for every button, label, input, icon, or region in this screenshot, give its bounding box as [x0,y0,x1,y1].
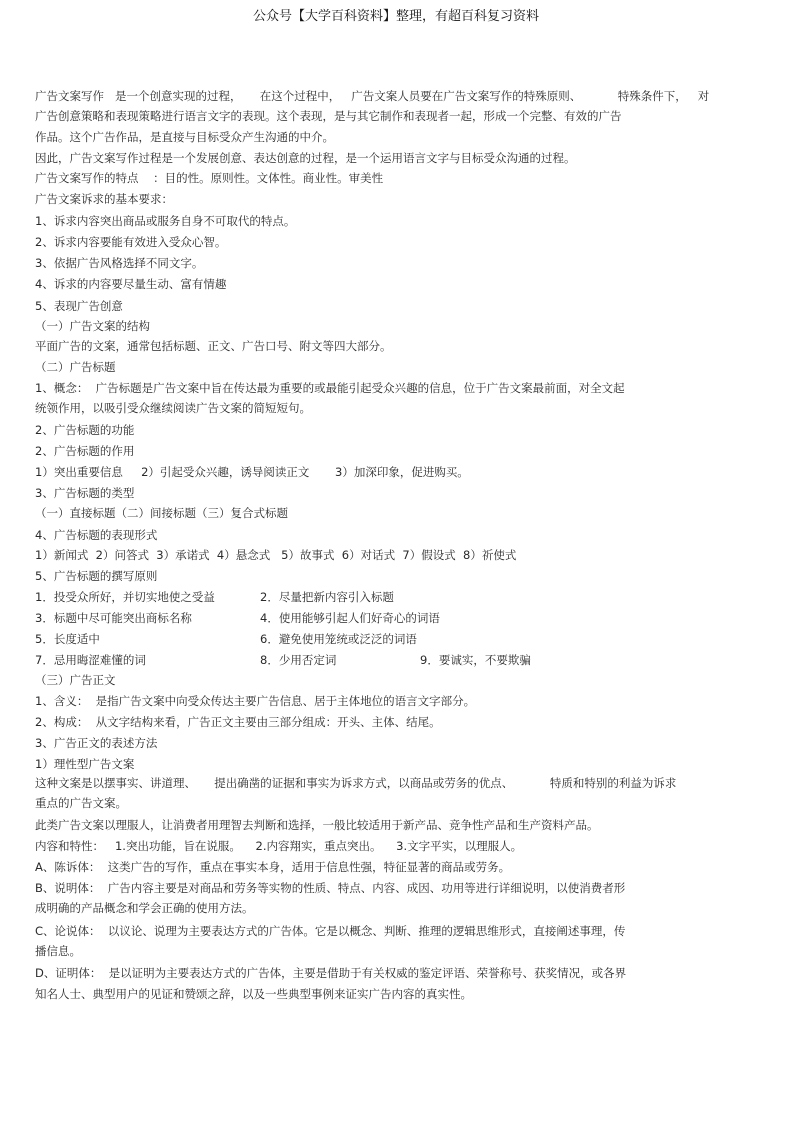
list-item: 9．要诚实，不要欺骗 [420,653,531,667]
list-item: 1．投受众所好，并切实地使之受益 [35,590,215,604]
text-line: 2、广告标题的作用 [35,444,135,458]
text-line: （一）广告文案的结构 [35,319,150,333]
text-line: 2、广告标题的功能 [35,423,135,437]
text-line: 因此，广告文案写作过程是一个发展创意、表达创意的过程，是一个运用语言文字与目标受众沟通的过程。 [35,151,576,165]
text-line: （一）直接标题（二）间接标题（三）复合式标题 [35,506,288,520]
text-line: 平面广告的文案，通常包括标题、正文、广告口号、附文等四大部分。 [35,339,392,353]
text-line: 3、广告正文的表述方法 [35,736,158,750]
list-item: 3．标题中尽可能突出商标名称 [35,611,192,625]
text-line: 5、表现广告创意 [35,299,123,313]
list-item: 4．使用能够引起人们好奇心的词语 [260,611,440,625]
text-line: 1）理性型广告文案 [35,757,135,771]
text-line: 作品。这个广告作品，是直接与目标受众产生沟通的中介。 [35,130,334,144]
text-line: 重点的广告文案。 [35,796,127,810]
text-line: （二）广告标题 [35,360,116,374]
text-line: D、证明体： 是以证明为主要表达方式的广告体，主要是借助于有关权威的鉴定评语、荣誉称号、获奖情况，或各界 [35,966,627,980]
text-line: 4、诉求的内容要尽量生动、富有情趣 [35,277,227,291]
text-line: 2、构成： 从文字结构来看，广告正文主要由三部分组成：开头、主体、结尾。 [35,715,441,729]
text-line: 1、含义： 是指广告文案中向受众传达主要广告信息、居于主体地位的语言文字部分。 [35,694,476,708]
text-line: 4、广告标题的表现形式 [35,528,158,542]
text-line: 广告创意策略和表现策略进行语言文字的表现。这个表现，是与其它制作和表现者一起，形成一个完整、有效的广告 [35,109,622,123]
text-line: 播信息。 [35,944,81,958]
text-line: 1、概念： 广告标题是广告文案中旨在传达最为重要的或最能引起受众兴趣的信息，位于广告文案最前面，对全文起 [35,381,625,395]
text-line: C、论说体： 以议论、说理为主要表达方式的广告体。它是以概念、判断、推理的逻辑思维形式，直接阐述事理，传 [35,924,626,938]
text-line: B、说明体： 广告内容主要是对商品和劳务等实物的性质、特点、内容、成因、功用等进行详细说明，以使消费者形 [35,881,626,895]
text-line: 广告文案诉求的基本要求： [35,192,173,206]
list-item: 5．长度适中 [35,632,100,646]
text-line: 2、诉求内容要能有效进入受众心智。 [35,235,227,249]
page-header: 公众号【大学百科资料】整理，有超百科复习资料 [252,9,539,24]
list-item: 7．忌用晦涩难懂的词 [35,653,146,667]
list-item: 8．少用否定词 [260,653,337,667]
text-line: A、陈诉体： 这类广告的写作，重点在事实本身，适用于信息性强，特征显著的商品或劳务。 [35,860,511,874]
text-line: 知名人士、典型用户的见证和赞颂之辞，以及一些典型事例来证实广告内容的真实性。 [35,987,472,1001]
text-line: 广告文案写作 是一个创意实现的过程， 在这个过程中， 广告文案人员要在广告文案写作的特殊原则、 特殊条件下， 对 [35,89,710,103]
text-line: 3、依据广告风格选择不同文字。 [35,256,204,270]
text-line: 内容和特性： 1.突出功能，旨在说服。 2.内容翔实，重点突出。 3.文字平实，以理服人。 [35,839,523,853]
text-line: 1）突出重要信息 2）引起受众兴趣，诱导阅读正文 3）加深印象，促进购买。 [35,465,469,479]
text-line: 此类广告文案以理服人，让消费者用理智去判断和选择，一般比较适用于新产品、竞争性产品和生产资料产品。 [35,818,599,832]
text-line: 3、广告标题的类型 [35,486,135,500]
text-line: 1、诉求内容突出商品或服务自身不可取代的特点。 [35,214,296,228]
text-line: 5、广告标题的撰写原则 [35,569,158,583]
text-line: 统领作用，以吸引受众继续阅读广告文案的简短短句。 [35,401,311,415]
text-line: 这种文案是以摆事实、讲道理、 提出确凿的证据和事实为诉求方式，以商品或劳务的优点、 特质和特别的利益为诉求 [35,776,677,790]
text-line: 1）新闻式 2）问答式 3）承诺式 4）悬念式 5）故事式 6）对话式 7）假设式 8）祈使式 [35,548,517,562]
text-line: （三）广告正文 [35,673,116,687]
text-line: 广告文案写作的特点 ：目的性。原则性。文体性。商业性。审美性 [35,171,384,185]
list-item: 6．避免使用笼统或泛泛的词语 [260,632,417,646]
text-line: 成明确的产品概念和学会正确的使用方法。 [35,901,254,915]
list-item: 2．尽量把新内容引入标题 [260,590,394,604]
